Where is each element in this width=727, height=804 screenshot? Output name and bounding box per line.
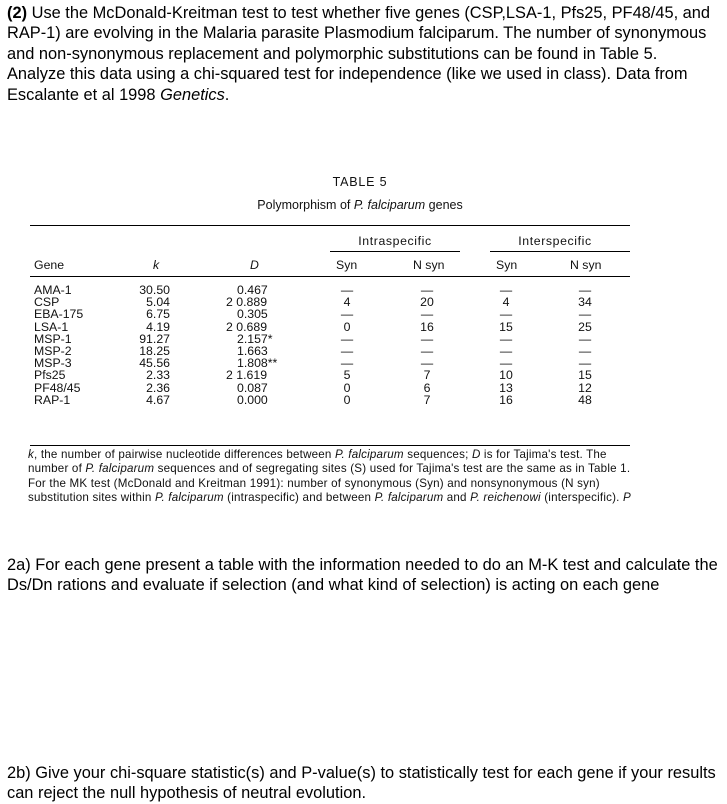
header-syn-inter: Syn <box>496 258 518 272</box>
column-d <box>226 284 306 406</box>
table-cell: 2 0.889 <box>226 295 268 310</box>
table-cell: 16 <box>420 319 434 334</box>
column-gene <box>34 284 124 406</box>
table-cell: 0 <box>343 380 351 395</box>
table-cell: 16 <box>499 392 513 407</box>
table-cell: 0.087 <box>237 380 268 395</box>
table-cell: 18.25 <box>139 343 170 358</box>
table-cell: EBA-175 <box>34 307 84 322</box>
table-cell: — <box>420 307 434 322</box>
table-cell: 15 <box>578 368 592 383</box>
column-k <box>120 284 170 406</box>
table-cell: 25 <box>578 319 592 334</box>
subtitle-species: P. falciparum <box>353 198 426 212</box>
table-cell: — <box>420 283 434 297</box>
table-cell: 4 <box>343 295 351 310</box>
table-cell: CSP <box>34 295 60 310</box>
column-nsyn-intra <box>412 284 442 406</box>
table-cell: 1.663 <box>237 343 268 358</box>
header-k: k <box>153 258 160 272</box>
table-cell: 30.50 <box>139 283 170 297</box>
table-cell: 0.000 <box>237 392 268 407</box>
table-cell: 48 <box>578 392 592 407</box>
table-cell: — <box>578 283 592 297</box>
question-1-text: Use the McDonald-Kreitman test to test whether five genes (CSP,LSA-1, Pfs25, PF48/45, and RAP-1) are evolving in the Malaria parasite Plasmodium falciparum. The number of synonymous and non-synonymous replacement and polymorphic substitutions can be found in Table 5. Analyze this data using a chi-squared test for independence (like we used in class). Data from Escalante et al 1998 <box>7 4 711 104</box>
table-cell: — <box>499 343 513 358</box>
table-cell: 5.04 <box>146 295 170 310</box>
table-cell: PF48/45 <box>34 380 81 395</box>
table-cell: — <box>499 307 513 322</box>
column-syn-intra <box>332 284 362 406</box>
table-footnote: k, the number of pairwise nucleotide differences between P. falciparum sequences; D is for Tajima's test. The number of P. falciparum sequences and of segregating sites (S) used for Tajima's test are the same as in Table 1. For the MK test (McDonald and Kreitman 1991): number of synonymous (Syn) and nonsynonymous (N syn) substitution sites within P. falciparum (intraspecific) and between P. falciparum and P. reichenowi (interspecific). P <box>28 448 631 504</box>
table-cell: 2 0.689 <box>226 319 268 334</box>
table-cell: Pfs25 <box>34 368 66 383</box>
header-gene: Gene <box>34 258 65 272</box>
table-cell: 0.305 <box>237 307 268 322</box>
question-number: (2) <box>7 4 28 22</box>
question-1-end: . <box>224 85 230 104</box>
table-cell: — <box>499 283 513 297</box>
group-interspecific-rule <box>490 251 630 252</box>
group-intraspecific: Intraspecific <box>358 234 432 248</box>
journal-name: Genetics <box>160 85 225 104</box>
table-cell: 2.157* <box>237 331 273 346</box>
table-cell: 12 <box>578 380 592 395</box>
table-cell: — <box>578 356 592 371</box>
table-cell: LSA-1 <box>34 319 69 334</box>
table-cell: 4.67 <box>146 392 170 407</box>
table-cell: 15 <box>499 319 513 334</box>
table-top-rule <box>30 225 630 226</box>
table-cell: — <box>499 356 513 371</box>
table-cell: MSP-3 <box>34 356 72 371</box>
table-bottom-rule <box>30 445 630 446</box>
table-cell: — <box>578 343 592 358</box>
table-cell: 6.75 <box>146 307 170 322</box>
table-cell: 0.467 <box>237 283 268 297</box>
subtitle-prefix: Polymorphism of <box>257 198 354 212</box>
table-cell: — <box>420 343 434 358</box>
column-syn-inter <box>491 284 521 406</box>
table-cell: 2.36 <box>146 380 170 395</box>
table-cell: 2 1.619 <box>226 368 268 383</box>
table-cell: 1.808** <box>237 356 278 371</box>
table-cell: 4 <box>502 295 510 310</box>
table-cell: 10 <box>499 368 513 383</box>
table-cell: MSP-2 <box>34 343 72 358</box>
table-cell: 34 <box>578 295 592 310</box>
table-cell: — <box>578 307 592 322</box>
group-intraspecific-rule <box>330 251 460 252</box>
table-subtitle <box>200 198 520 212</box>
table-cell: MSP-1 <box>34 331 72 346</box>
table-cell: — <box>340 356 354 371</box>
table-cell: — <box>578 331 592 346</box>
table-cell: 0 <box>343 319 351 334</box>
table-title: TABLE 5 <box>332 175 388 189</box>
column-nsyn-inter <box>570 284 600 406</box>
table-cell: 2.33 <box>146 368 170 383</box>
table-header-rule <box>30 276 630 277</box>
header-nsyn-inter: N syn <box>570 258 602 272</box>
table-cell: — <box>340 283 354 297</box>
table-cell: — <box>340 331 354 346</box>
table-cell: — <box>420 356 434 371</box>
question-2b: 2b) Give your chi-square statistic(s) and P-value(s) to statistically test for each gene if your results can reject the null hypothesis of neutral evolution. <box>7 764 716 803</box>
table-cell: — <box>420 331 434 346</box>
table-cell: 91.27 <box>139 331 170 346</box>
table-cell: 20 <box>420 295 434 310</box>
group-interspecific: Interspecific <box>518 234 592 248</box>
table-cell: 5 <box>343 368 351 383</box>
table-cell: 7 <box>423 392 431 407</box>
table-cell: — <box>499 331 513 346</box>
subtitle-suffix: genes <box>425 198 463 212</box>
table-cell: AMA-1 <box>34 283 72 297</box>
table-cell: 13 <box>499 380 513 395</box>
header-d: D <box>250 258 259 272</box>
table-cell: RAP-1 <box>34 392 71 407</box>
table-cell: 0 <box>343 392 351 407</box>
question-2a: 2a) For each gene present a table with the information needed to do an M-K test and calculate the Ds/Dn rations and evaluate if selection (and what kind of selection) is acting on each gene <box>7 556 718 595</box>
table-cell: 4.19 <box>146 319 170 334</box>
table-cell: 7 <box>423 368 431 383</box>
header-nsyn-intra: N syn <box>413 258 445 272</box>
table-cell: 45.56 <box>139 356 170 371</box>
header-syn-intra: Syn <box>336 258 358 272</box>
table-cell: — <box>340 343 354 358</box>
table-cell: 6 <box>423 380 431 395</box>
table-cell: — <box>340 307 354 322</box>
